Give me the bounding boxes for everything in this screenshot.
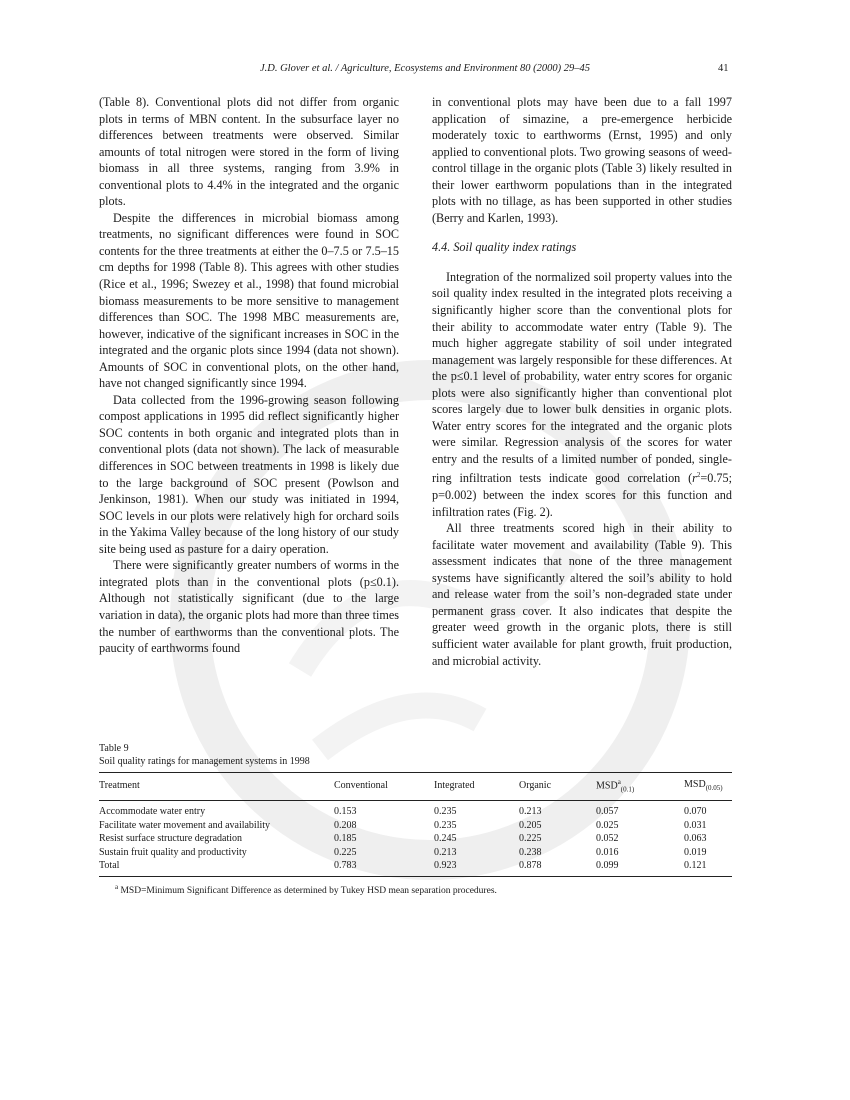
header-msd-005 xyxy=(684,773,732,801)
cell-conventional: 0.153 xyxy=(334,806,357,818)
r-symbol: r xyxy=(692,471,697,486)
header-treatment: Treatment xyxy=(99,773,334,801)
header-msd-01 xyxy=(596,773,684,801)
paragraph: Despite the differences in microbial biomass among treatments, no significant differences were found in SOC contents for the three treatments at either the 0–7.5 or 7.5–15 cm depths for 1998 (Table 8). This agrees with other studies (Rice et al., 1996; Swezey et al., 1998) that found microbial biomass measurements to be more sensitive to management differences than SOC. The 1998 MBC measurements are, however, indicative of the significant increases in SOC in the integrated and the organic plots since 1994 (data not shown). Amounts of SOC in conventional plots, on the other hand, have not changed significantly since 1994. xyxy=(99,210,399,391)
table-label: Table 9 xyxy=(99,743,129,754)
paragraph: in conventional plots may have been due to a fall 1997 application of simazine, a pre-emergence herbicide moderately toxic to earthworms (Ernst, 1995) and only applied to conventional plots. Two growing seasons of weed-control tillage in the organic plots (Table 3) likely resulted in their lower earthworm populations than in the integrated plots with no tillage, as has been supported in other studies (Berry and Karlen, 1993). xyxy=(432,95,732,225)
header-integrated: Integrated xyxy=(434,773,519,801)
cell-msd-005: 0.063 xyxy=(684,833,707,845)
cell-treatment: Accommodate water entry xyxy=(99,806,206,818)
cell-organic: 0.238 xyxy=(519,846,542,858)
page-number: 41 xyxy=(718,63,729,74)
msd-level: (0.05) xyxy=(705,784,723,793)
table-header-row xyxy=(99,773,732,801)
table-row xyxy=(99,832,732,846)
cell-conventional: 0.208 xyxy=(334,819,357,831)
msd-level: (0.1) xyxy=(620,785,635,794)
paragraph-text: =0.75; p=0.002) between the index scores for this function and infiltration rates (Fig. 2). xyxy=(432,471,732,519)
msd-label: MSD xyxy=(684,779,706,791)
cell-treatment: Total xyxy=(99,860,120,872)
paragraph xyxy=(432,269,732,520)
cell-msd-005: 0.031 xyxy=(684,819,707,831)
cell-integrated: 0.235 xyxy=(434,819,457,831)
table-row xyxy=(99,801,732,819)
right-column xyxy=(432,94,732,669)
footnote-text: MSD=Minimum Significant Difference as determined by Tukey HSD mean separation procedures. xyxy=(120,885,497,896)
cell-integrated: 0.245 xyxy=(434,833,457,845)
header-organic: Organic xyxy=(519,773,596,801)
ratings-table xyxy=(99,772,732,877)
table-caption: Soil quality ratings for management systems in 1998 xyxy=(99,756,310,767)
table-footnote xyxy=(99,883,732,896)
running-head: J.D. Glover et al. / Agriculture, Ecosystems and Environment 80 (2000) 29–45 xyxy=(259,63,590,74)
cell-organic: 0.205 xyxy=(519,819,542,831)
paragraph: (Table 8). Conventional plots did not differ from organic plots in terms of MBN content. In the subsurface layer no differences between treatments were observed. Similar amounts of total nitrogen were stored in the form of living biomass in all three systems, ranging from 3.9% in conventional plots to 4.4% in the integrated and the organic plots. xyxy=(99,95,399,209)
msd-label: MSD xyxy=(596,780,618,792)
cell-integrated: 0.235 xyxy=(434,806,457,818)
cell-msd-01: 0.025 xyxy=(596,819,619,831)
table-row xyxy=(99,846,732,860)
cell-msd-01: 0.016 xyxy=(596,846,619,858)
cell-organic: 0.225 xyxy=(519,833,542,845)
paragraph: There were significantly greater numbers of worms in the integrated plots than in the conventional plots (p≤0.1). Although not statistically significant (due to the large variation in data), the organic plots had more than three times the number of earthworms than the conventional plots. The paucity of earthworms found xyxy=(99,558,399,656)
cell-conventional: 0.225 xyxy=(334,846,357,858)
table-row-total xyxy=(99,859,732,876)
cell-organic: 0.878 xyxy=(519,860,542,872)
cell-msd-005: 0.121 xyxy=(684,860,707,872)
cell-msd-01: 0.052 xyxy=(596,833,619,845)
cell-msd-01: 0.057 xyxy=(596,806,619,818)
cell-integrated: 0.923 xyxy=(434,860,457,872)
cell-conventional: 0.185 xyxy=(334,833,357,845)
header-conventional: Conventional xyxy=(334,773,434,801)
table-9 xyxy=(99,742,732,896)
cell-treatment: Sustain fruit quality and productivity xyxy=(99,846,247,858)
section-heading: 4.4. Soil quality index ratings xyxy=(432,240,577,255)
footnote-mark: a xyxy=(115,882,119,891)
cell-treatment: Facilitate water movement and availability xyxy=(99,819,271,831)
paragraph: Data collected from the 1996-growing season following compost applications in 1995 did reflect significantly higher SOC contents in both organic and integrated plots than in conventional plots (data not shown). The lack of measurable differences in SOC between treatments in 1998 is likely due to the large background of SOC present (Powlson and Jenkinson, 1981). When our study was initiated in 1994, SOC levels in our plots were relatively high for orchard soils in the Yakima Valley because of the long history of our study site being used as pasture for a dairy operation. xyxy=(99,392,399,556)
cell-msd-005: 0.070 xyxy=(684,806,707,818)
cell-organic: 0.213 xyxy=(519,806,542,818)
cell-treatment: Resist surface structure degradation xyxy=(99,833,243,845)
paragraph: All three treatments scored high in their ability to facilitate water movement and availability (Table 9). This assessment indicates that none of the three management systems have significantly altered the soil’s ability to hold and release water from the soil’s non-degraded state under permanent grass cover. It also indicates that despite the greater weed growth in the organic plots, there is still sufficient water available for plant growth, fruit production, and microbial activity. xyxy=(432,521,732,668)
cell-conventional: 0.783 xyxy=(334,860,357,872)
left-column xyxy=(99,94,399,657)
table-row xyxy=(99,819,732,833)
paragraph-text: Integration of the normalized soil property values into the soil quality index resulted in the integrated plots receiving a significantly higher score than the conventional plots for their ability to accommodate water entry (Table 9). The much higher aggregate stability of soil under integrated management was largely responsible for these differences. At the p≤0.1 level of probability, water entry scores for organic plots were also significantly higher than conventional plot scores largely due to lower bulk densities in organic plots. Water entry scores for the integrated and the organic plots were similar. Regression analysis of the scores for water entry and the results of a limited number of ponded, single-ring infiltration tests indicate good correlation ( xyxy=(432,269,732,486)
superscript: 2 xyxy=(696,471,701,480)
cell-msd-005: 0.019 xyxy=(684,846,707,858)
msd-footnote-mark: a xyxy=(617,778,621,786)
cell-msd-01: 0.099 xyxy=(596,860,619,872)
cell-integrated: 0.213 xyxy=(434,846,457,858)
